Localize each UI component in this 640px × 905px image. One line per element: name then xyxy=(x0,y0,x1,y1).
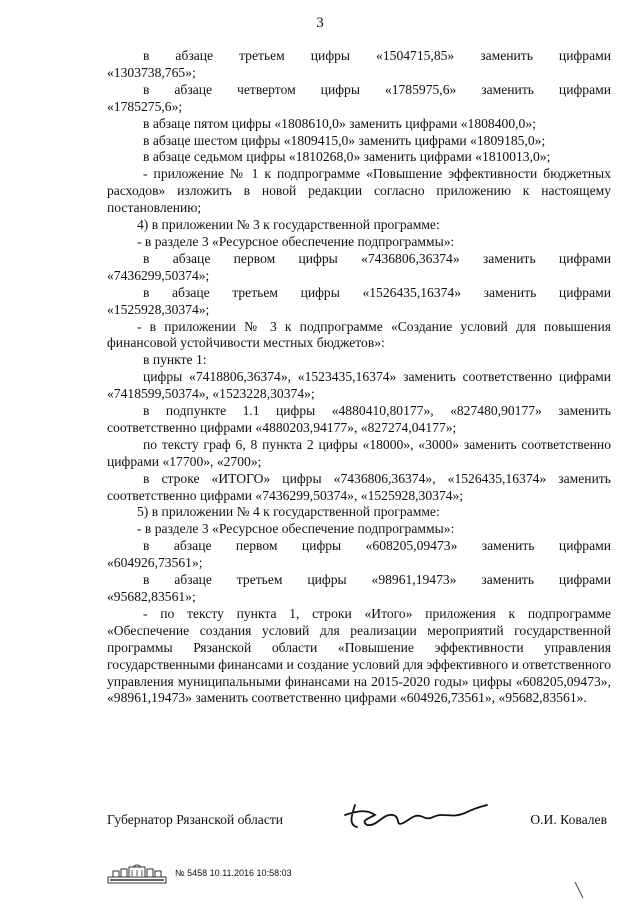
body-paragraph: в абзаце первом цифры «608205,09473» заменить цифрами xyxy=(143,538,611,554)
body-paragraph: в абзаце третьем цифры «98961,19473» заменить цифрами xyxy=(143,572,611,588)
body-paragraph: «604926,73561»; xyxy=(107,555,203,571)
body-paragraph: «1303738,765»; xyxy=(107,64,196,80)
body-paragraph: «7436299,50374»; xyxy=(107,267,210,283)
body-paragraph: - по тексту пункта 1, строки «Итого» приложения к подпрограмме «Обеспечение создания условий для реализации мероприятий государственной программы Рязанской области «Повышение эффективности управления государственными финансами и создание условий для эффективного и ответственного управления муниципальными финансами на 2015-2020 годы» цифры «608205,09473», «98961,19473» заменить соответственно цифрами «604926,73561», «95682,83561». xyxy=(107,605,611,706)
body-paragraph: «1525928,30374»; xyxy=(107,301,210,317)
body-paragraph: «95682,83561»; xyxy=(107,589,196,604)
body-paragraph: в абзаце первом цифры «7436806,36374» заменить цифрами xyxy=(143,250,611,266)
body-paragraph: 5) в приложении № 4 к государственной программе: xyxy=(137,504,440,520)
body-paragraph: цифры «7418806,36374», «1523435,16374» заменить соответственно цифрами «7418599,50374», «1523228,30374»; xyxy=(107,369,611,402)
registry-emblem-icon xyxy=(107,863,167,885)
handwritten-signature xyxy=(337,797,497,837)
body-paragraph: в строке «ИТОГО» цифры «7436806,36374», «1526435,16374» заменить соответственно цифрами «7436299,50374», «1525928,30374»; xyxy=(107,470,611,503)
body-paragraph: - в приложении № 3 к подпрограмме «Создание условий для повышения финансовой устойчивости местных бюджетов»: xyxy=(107,318,611,351)
document-body xyxy=(107,48,611,707)
document-footer xyxy=(107,863,367,885)
body-paragraph: в пункте 1: xyxy=(143,352,207,368)
body-paragraph: «1785275,6»; xyxy=(107,98,183,114)
body-paragraph: - приложение № 1 к подпрограмме «Повышение эффективности бюджетных расходов» изложить в новой редакции согласно приложению к настоящему постановлению; xyxy=(107,166,611,216)
body-paragraph: в абзаце третьем цифры «1526435,16374» заменить цифрами xyxy=(143,284,611,300)
body-paragraph: - в разделе 3 «Ресурсное обеспечение подпрограммы»: xyxy=(137,521,455,537)
body-paragraph: в абзаце шестом цифры «1809415,0» заменить цифрами «1809185,0»; xyxy=(143,132,546,148)
body-paragraph: 4) в приложении № 3 к государственной программе: xyxy=(137,217,440,233)
body-paragraph: в абзаце четвертом цифры «1785975,6» заменить цифрами xyxy=(143,81,611,97)
body-paragraph: - в разделе 3 «Ресурсное обеспечение подпрограммы»: xyxy=(137,233,455,249)
body-paragraph: в абзаце седьмом цифры «1810268,0» заменить цифрами «1810013,0»; xyxy=(143,149,551,165)
body-paragraph: по тексту граф 6, 8 пункта 2 цифры «18000», «3000» заменить соответственно цифрами «17700», «2700»; xyxy=(107,436,611,469)
document-registration-info: № 5458 10.11.2016 10:58:03 xyxy=(175,868,292,878)
body-paragraph: в абзаце пятом цифры «1808610,0» заменить цифрами «1808400,0»; xyxy=(143,115,536,131)
body-paragraph: в подпункте 1.1 цифры «4880410,80177», «827480,90177» заменить соответственно цифрами «4880203,94177», «827274,04177»; xyxy=(107,403,611,435)
body-paragraph: в абзаце третьем цифры «1504715,85» заменить цифрами xyxy=(143,48,611,63)
pen-mark-icon xyxy=(573,880,585,900)
signatory-name: О.И. Ковалев xyxy=(530,812,607,827)
page-number: 3 xyxy=(316,15,324,31)
signature-block xyxy=(107,807,611,837)
signatory-title: Губернатор Рязанской области xyxy=(107,812,284,827)
